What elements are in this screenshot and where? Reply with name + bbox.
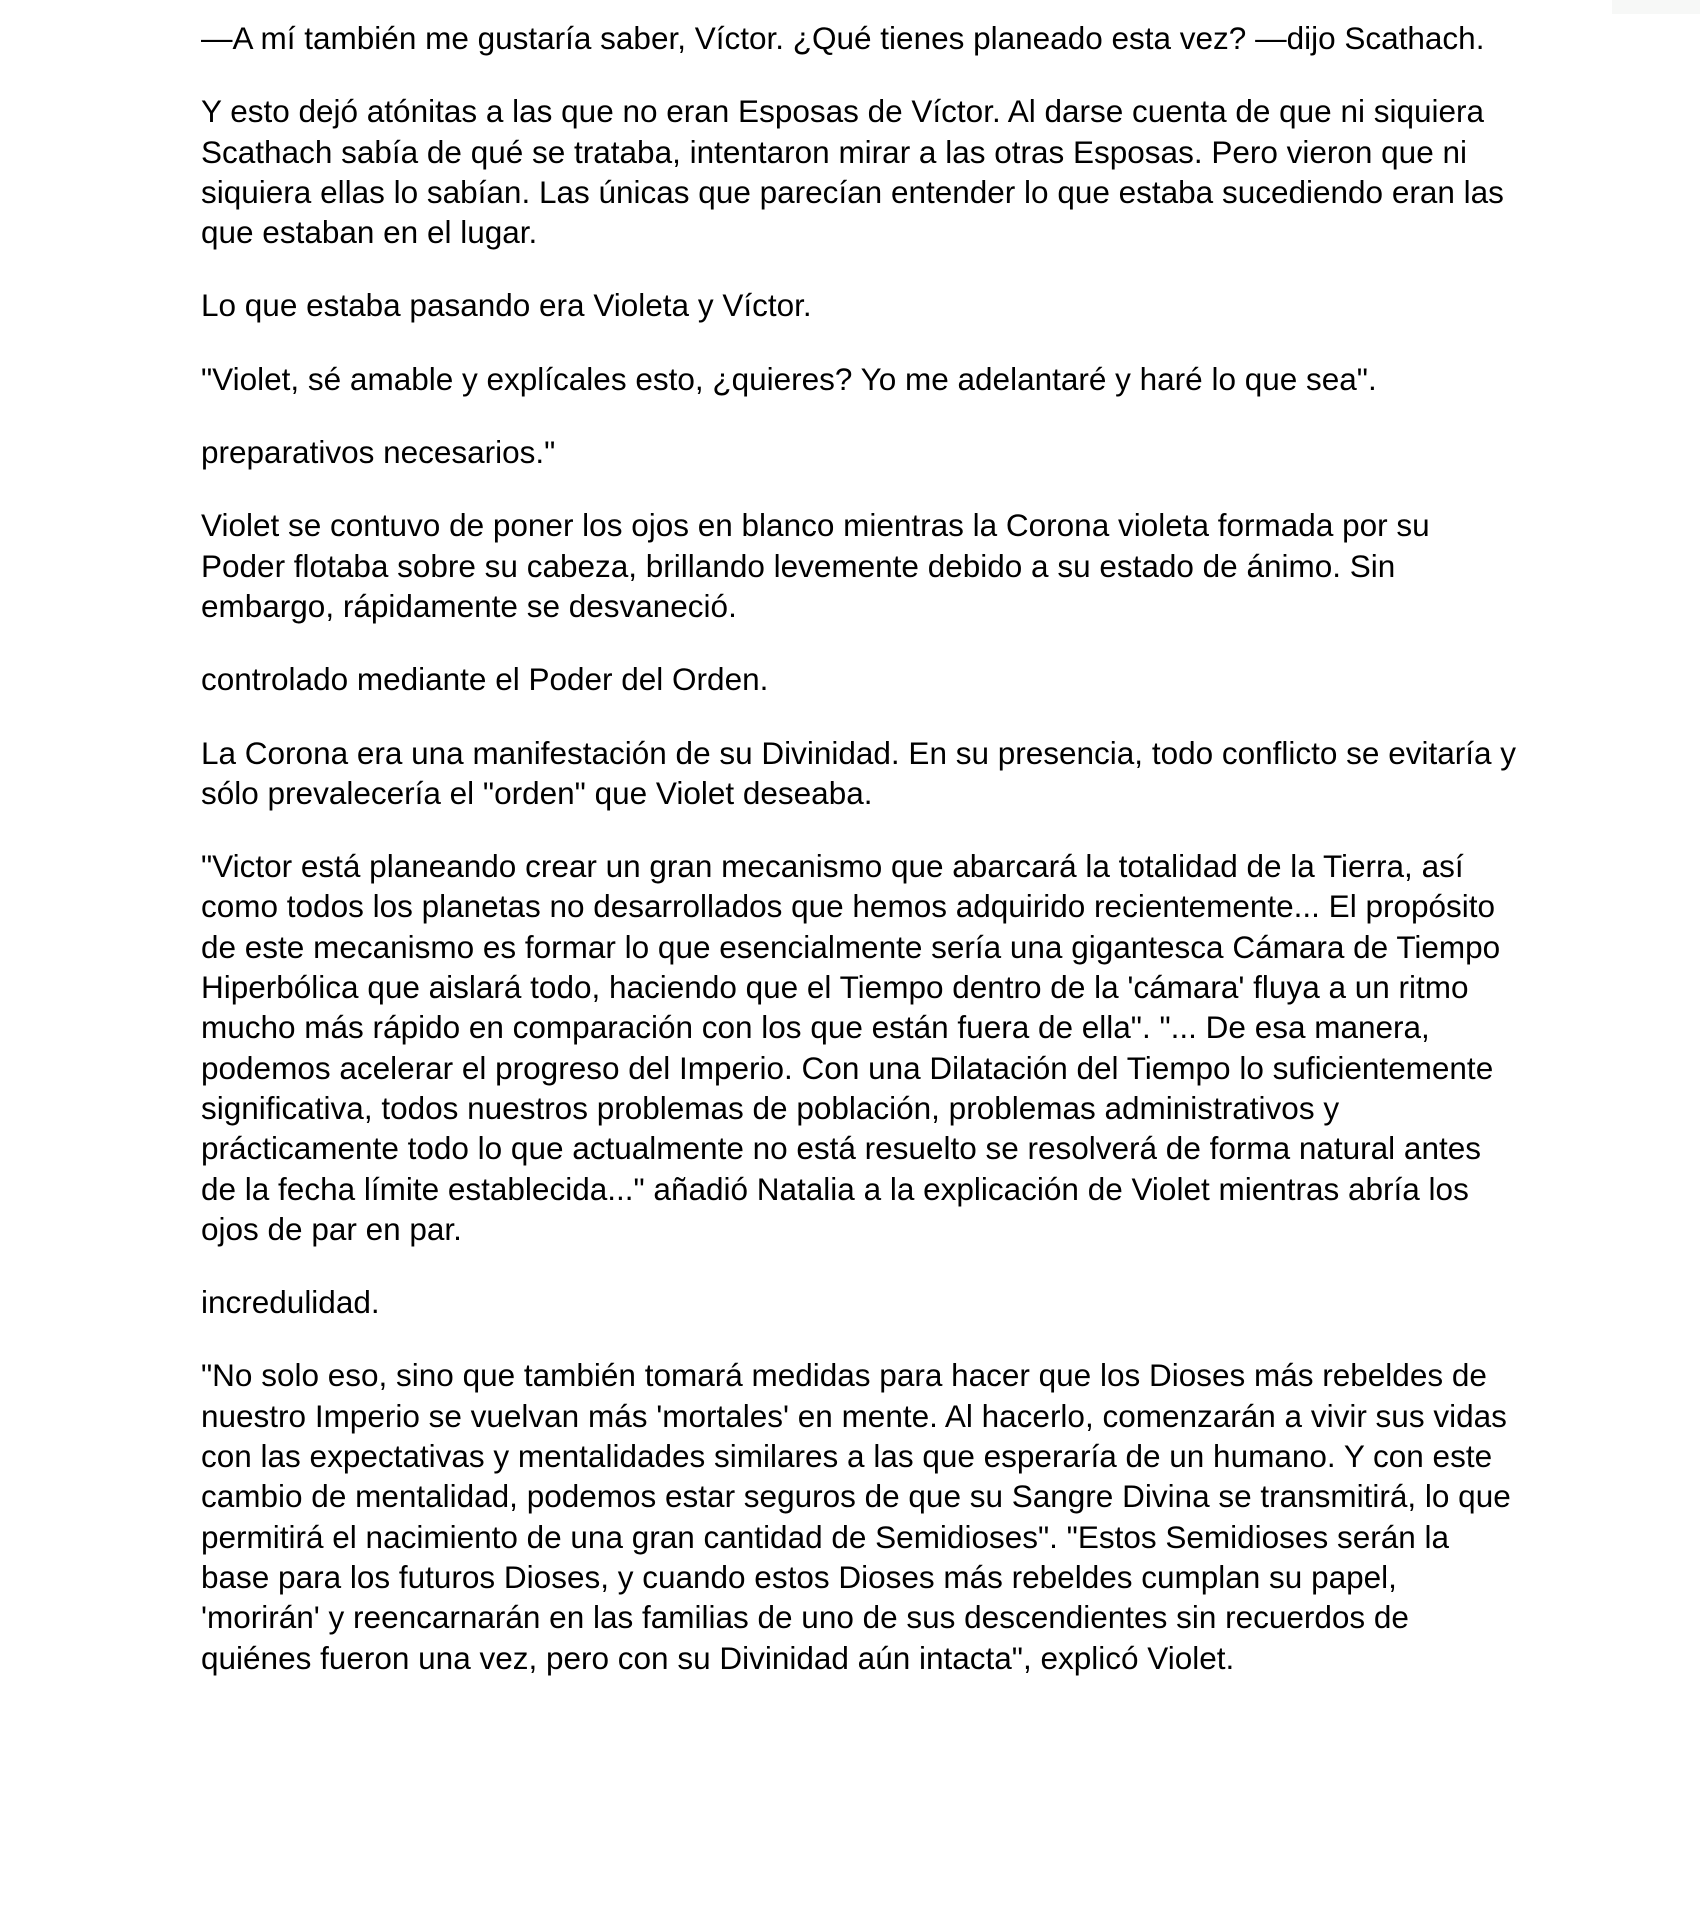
paragraph-8: La Corona era una manifestación de su Divinidad. En su presencia, todo conflicto se evitaría y sólo prevalecería el "orden" que Violet deseaba. bbox=[201, 734, 1517, 811]
paragraph-6: Violet se contuvo de poner los ojos en blanco mientras la Corona violeta formada por su Poder flotaba sobre su cabeza, brillando levemente debido a su estado de ánimo. Sin embargo, rápidamente se desvaneció. bbox=[201, 507, 1430, 624]
paragraph-7: controlado mediante el Poder del Orden. bbox=[201, 661, 769, 698]
paragraph-1: —A mí también me gustaría saber, Víctor. ¿Qué tienes planeado esta vez? —dijo Scathach. bbox=[201, 20, 1485, 56]
paragraph-4: "Violet, sé amable y explícales esto, ¿quieres? Yo me adelantaré y haré lo que sea". bbox=[201, 360, 1377, 397]
paragraph-2: Y esto dejó atónitas a las que no eran Esposas de Víctor. Al darse cuenta de que ni siquiera Scathach sabía de qué se trataba, intentaron mirar a las otras Esposas. Pero vieron que ni siquiera ellas lo sabían. Las únicas que parecían entender lo que estaba sucediendo eran las que estaban en el lugar. bbox=[201, 93, 1504, 251]
paragraph-3: Lo que estaba pasando era Violeta y Víctor. bbox=[201, 287, 812, 324]
paragraph-9: "Victor está planeando crear un gran mecanismo que abarcará la totalidad de la Tierra, así como todos los planetas no desarrollados que hemos adquirido recientemente... El propósito de este mecanismo es formar lo que esencialmente sería una gigantesca Cámara de Tiempo Hiperbólica que aislará todo, haciendo que el Tiempo dentro de la 'cámara' fluya a un ritmo mucho más rápido en comparación con los que están fuera de ella". "... De esa manera, podemos acelerar el progreso del Imperio. Con una Dilatación del Tiempo lo suficientemente significativa, todos nuestros problemas de población, problemas administrativos y prácticamente todo lo que actualmente no está resuelto se resolverá de forma natural antes de la fecha límite establecida..." añadió Natalia a la explicación de Violet mientras abría los ojos de par en par. bbox=[201, 848, 1501, 1247]
text-body bbox=[201, 18, 1521, 1711]
corner-mark bbox=[1612, 0, 1700, 14]
paragraph-5: preparativos necesarios." bbox=[201, 434, 556, 471]
paragraph-11: "No solo eso, sino que también tomará medidas para hacer que los Dioses más rebeldes de nuestro Imperio se vuelvan más 'mortales' en mente. Al hacerlo, comenzarán a vivir sus vidas con las expectativas y mentalidades similares a las que esperaría de un humano. Y con este cambio de mentalidad, podemos estar seguros de que su Sangre Divina se transmitirá, lo que permitirá el nacimiento de una gran cantidad de Semidioses". "Estos Semidioses serán la base para los futuros Dioses, y cuando estos Dioses más rebeldes cumplan su papel, 'morirán' y reencarnarán en las familias de uno de sus descendientes sin recuerdos de quiénes fueron una vez, pero con su Divinidad aún intacta", explicó Violet. bbox=[201, 1357, 1511, 1676]
paragraph-10: incredulidad. bbox=[201, 1284, 380, 1321]
